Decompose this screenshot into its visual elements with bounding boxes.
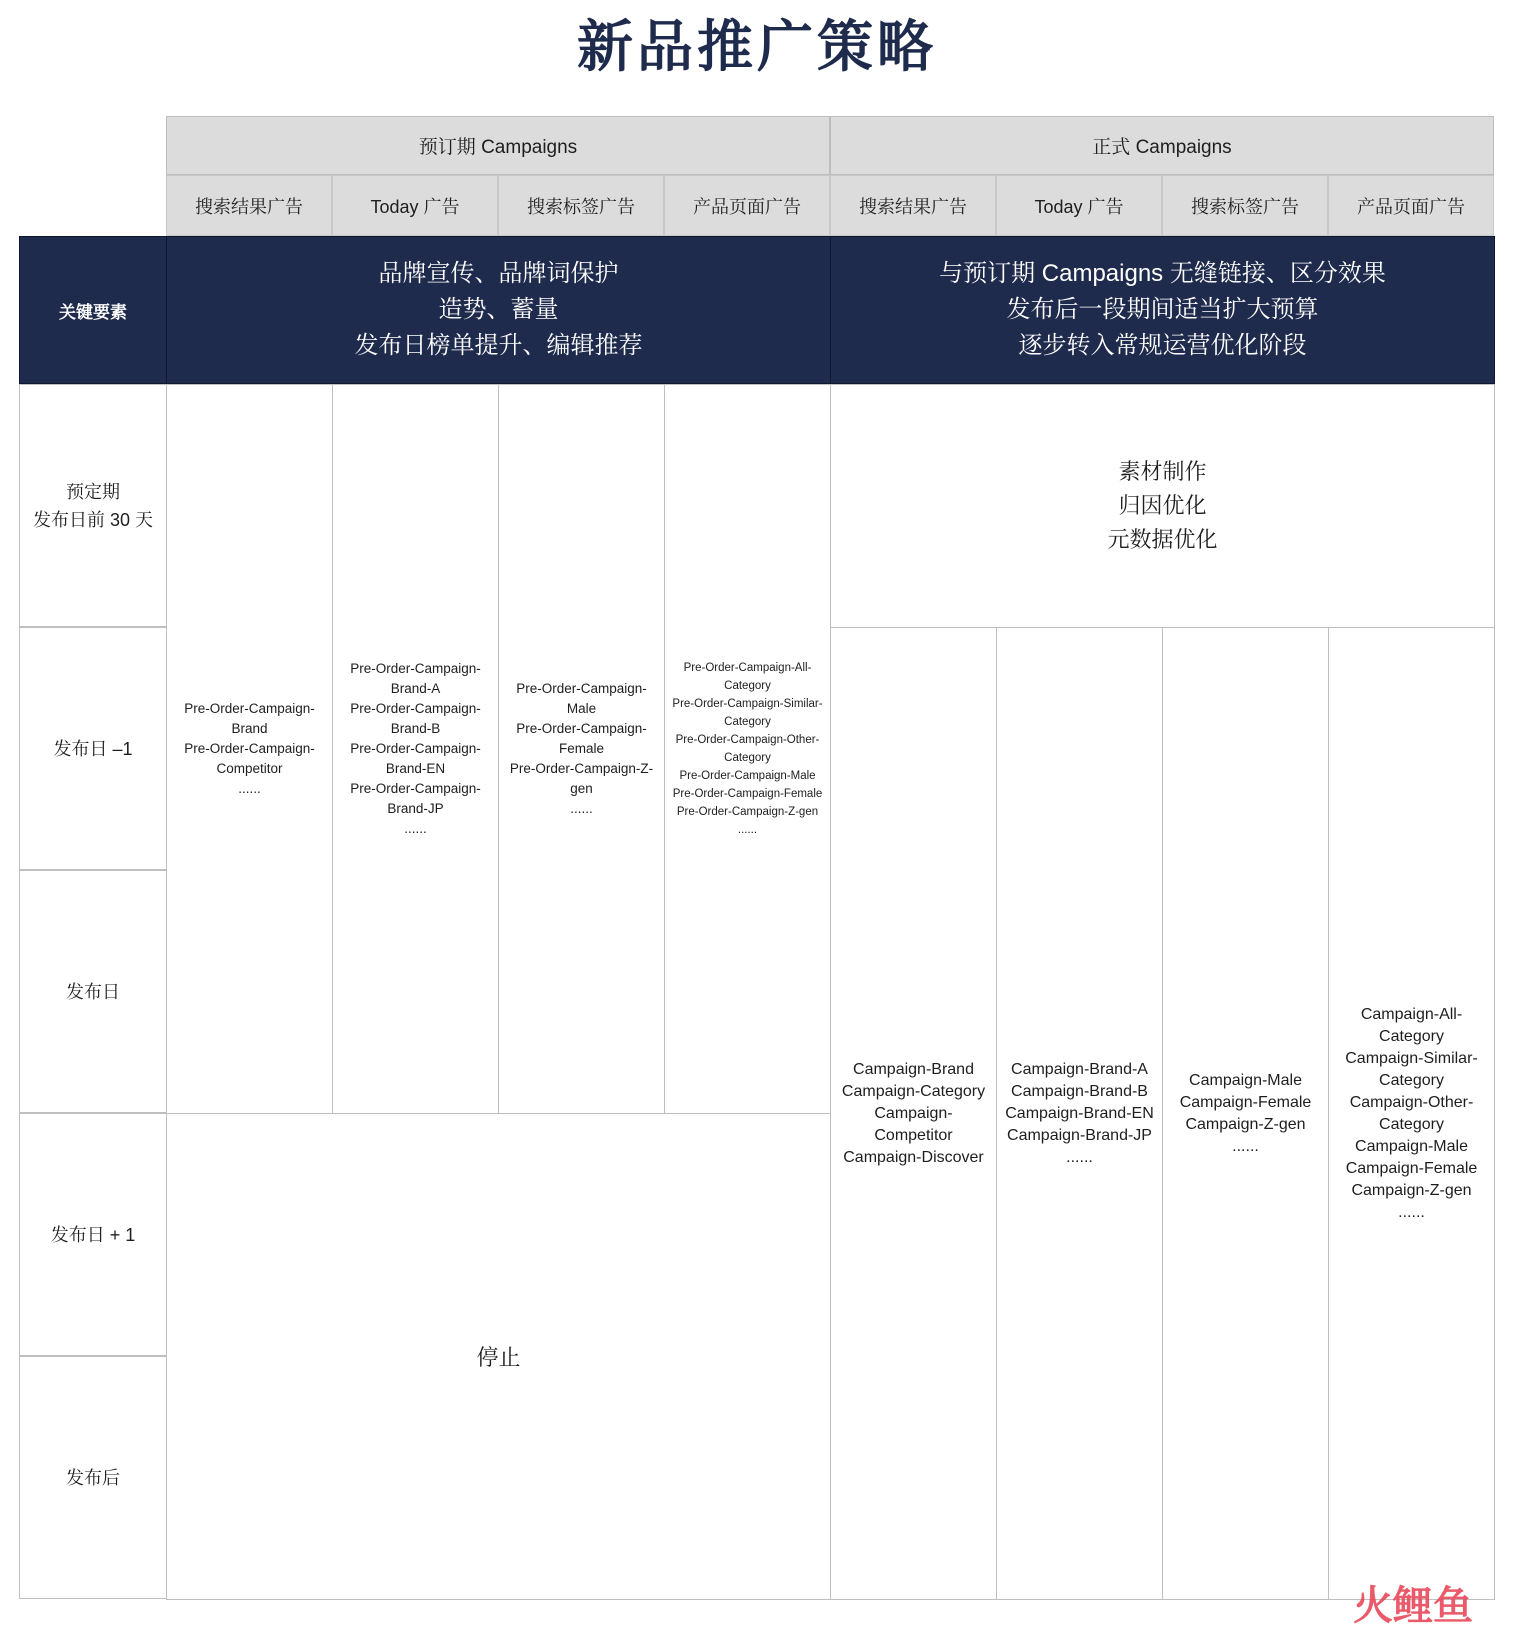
campaign-name: Campaign-Category — [841, 1082, 986, 1100]
page-title: 新品推广策略 — [577, 15, 937, 80]
official-search-tab-campaigns — [1162, 627, 1329, 1600]
campaign-ellipsis: ...... — [1398, 1203, 1425, 1221]
ad-type-header: 产品页面广告 — [664, 175, 830, 236]
prep-task: 素材制作 — [1118, 459, 1207, 484]
key-element-line: 发布后一段期间适当扩大预算 — [1006, 296, 1319, 323]
row-label-preorder-period — [19, 384, 167, 627]
row-label-line: 发布日前 30 天 — [32, 509, 154, 530]
campaign-name: Pre-Order-Campaign-Male — [516, 681, 647, 716]
campaign-name: Campaign-Brand-A — [1011, 1060, 1148, 1078]
campaign-name: Campaign-Competitor — [874, 1104, 953, 1144]
campaign-name: Pre-Order-Campaign-Brand-EN — [350, 741, 481, 776]
campaign-name: Pre-Order-Campaign-Brand-A — [350, 661, 481, 696]
campaign-name: Campaign-Discover — [843, 1148, 984, 1166]
official-product-page-campaigns — [1328, 627, 1495, 1600]
official-prep-tasks — [830, 384, 1495, 628]
campaign-name: Campaign-All-Category — [1360, 1005, 1463, 1045]
key-elements-label: 关键要素 — [19, 236, 167, 384]
ad-type-header: 搜索标签广告 — [1162, 175, 1328, 236]
key-elements-official — [830, 236, 1495, 384]
campaign-name: Campaign-Z-gen — [1351, 1181, 1472, 1199]
row-label-line: 发布后 — [66, 1467, 120, 1488]
row-label-launch-day — [19, 870, 167, 1113]
watermark-logo: 火鲤鱼 — [1353, 1582, 1473, 1629]
campaign-name: Campaign-Z-gen — [1185, 1115, 1306, 1133]
prep-task: 元数据优化 — [1107, 527, 1218, 552]
campaign-ellipsis: ...... — [737, 824, 758, 836]
campaign-name: Campaign-Other-Category — [1349, 1093, 1474, 1133]
row-label-launch-plus-1 — [19, 1113, 167, 1356]
campaign-name: Pre-Order-Campaign-Brand-JP — [350, 781, 481, 816]
campaign-name: Pre-Order-Campaign-Similar-Category — [672, 698, 823, 728]
campaign-name: Campaign-Female — [1345, 1159, 1478, 1177]
row-label-line: 发布日 + 1 — [50, 1224, 136, 1245]
key-elements-preorder — [166, 236, 831, 384]
preorder-today-campaigns — [332, 384, 499, 1114]
campaign-ellipsis: ...... — [570, 801, 593, 816]
ad-type-header: 搜索结果广告 — [830, 175, 996, 236]
key-element-line: 与预订期 Campaigns 无缝链接、区分效果 — [939, 260, 1386, 287]
row-label-line: 预定期 — [66, 481, 120, 502]
official-today-campaigns — [996, 627, 1163, 1600]
campaign-name: Campaign-Brand-B — [1011, 1082, 1148, 1100]
key-element-line: 发布日榜单提升、编辑推荐 — [354, 332, 643, 359]
campaign-name: Campaign-Brand-EN — [1005, 1104, 1154, 1122]
official-search-results-campaigns — [830, 627, 997, 1600]
row-label-post-launch — [19, 1356, 167, 1599]
campaign-name: Campaign-Similar-Category — [1345, 1049, 1478, 1089]
campaign-name: Pre-Order-Campaign-Competitor — [184, 741, 315, 776]
ad-type-header: 搜索标签广告 — [498, 175, 664, 236]
phase-header-preorder: 预订期 Campaigns — [166, 116, 830, 175]
row-label-line: 发布日 –1 — [53, 738, 133, 759]
preorder-stop-cell: 停止 — [166, 1113, 831, 1600]
ad-type-header: Today 广告 — [996, 175, 1162, 236]
campaign-name: Campaign-Female — [1179, 1093, 1312, 1111]
campaign-name: Campaign-Male — [1355, 1137, 1468, 1155]
campaign-name: Pre-Order-Campaign-Male — [679, 770, 816, 782]
key-element-line: 品牌宣传、品牌词保护 — [378, 260, 619, 287]
campaign-name: Pre-Order-Campaign-Brand-B — [350, 701, 481, 736]
ad-type-header: 产品页面广告 — [1328, 175, 1494, 236]
campaign-ellipsis: ...... — [1232, 1137, 1259, 1155]
ad-type-header: 搜索结果广告 — [166, 175, 332, 236]
ad-type-header: Today 广告 — [332, 175, 498, 236]
campaign-name: Campaign-Male — [1189, 1071, 1302, 1089]
campaign-name: Pre-Order-Campaign-Brand — [184, 701, 315, 736]
campaign-name: Pre-Order-Campaign-Z-gen — [676, 806, 819, 818]
preorder-search-tab-campaigns — [498, 384, 665, 1114]
prep-task: 归因优化 — [1118, 493, 1207, 518]
campaign-ellipsis: ...... — [238, 781, 261, 796]
campaign-name: Pre-Order-Campaign-All-Category — [683, 662, 812, 692]
preorder-product-page-campaigns — [664, 384, 831, 1114]
campaign-ellipsis: ...... — [1066, 1148, 1093, 1166]
key-element-line: 逐步转入常规运营优化阶段 — [1018, 332, 1307, 359]
campaign-name: Campaign-Brand — [853, 1060, 974, 1078]
campaign-name: Pre-Order-Campaign-Z-gen — [509, 761, 654, 796]
row-label-launch-minus-1 — [19, 627, 167, 870]
campaign-name: Pre-Order-Campaign-Female — [516, 721, 647, 756]
campaign-name: Pre-Order-Campaign-Female — [672, 788, 823, 800]
preorder-search-results-campaigns — [166, 384, 333, 1114]
campaign-name: Campaign-Brand-JP — [1007, 1126, 1152, 1144]
phase-header-official: 正式 Campaigns — [830, 116, 1494, 175]
campaign-ellipsis: ...... — [404, 821, 427, 836]
row-label-line: 发布日 — [66, 981, 120, 1002]
key-element-line: 造势、蓄量 — [438, 296, 559, 323]
campaign-name: Pre-Order-Campaign-Other-Category — [675, 734, 820, 764]
